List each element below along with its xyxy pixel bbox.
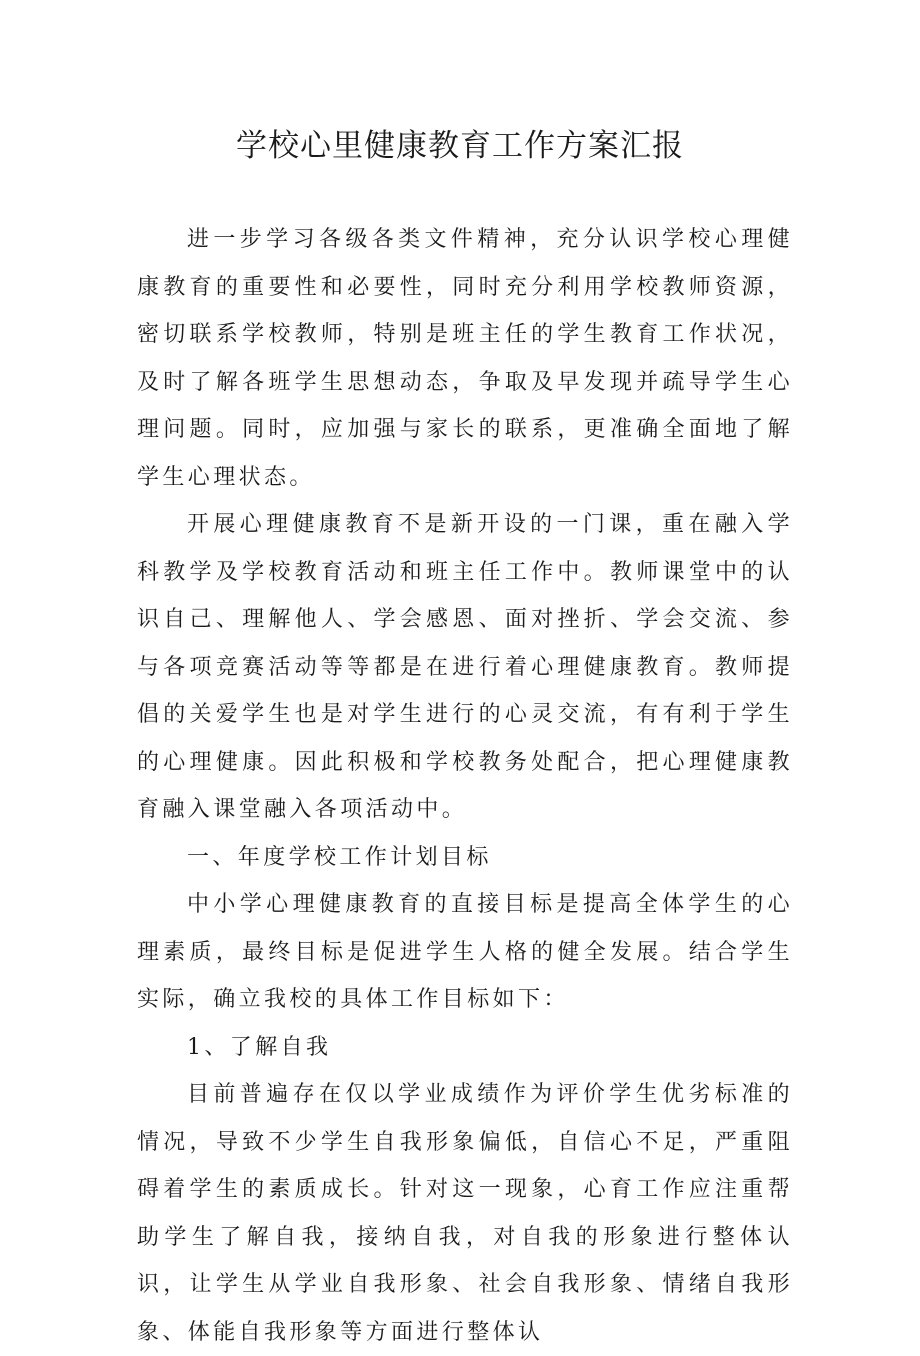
section-heading: 一、年度学校工作计划目标 [187,844,492,870]
subheading: 1、了解自我 [187,1034,332,1060]
sub-paragraph: 目前普遍存在仅以学业成绩作为评价学生优劣标准的情况，导致不少学生自我形象偏低，自信心不足，严重阻碍着学生的素质成长。针对这一现象，心育工作应注重帮助学生了解自我，接纳自我，对自我的形象进行整体认识，让学生从学业自我形象、社会自我形象、情绪自我形象、体能自我形象等方面进行整体认 [137,1082,793,1345]
paragraph-2: 开展心理健康教育不是新开设的一门课，重在融入学科教学及学校教育活动和班主任工作中。教师课堂中的认识自己、理解他人、学会感恩、面对挫折、学会交流、参与各项竞赛活动等等都是在进行着心理健康教育。教师提倡的关爱学生也是对学生进行的心灵交流，有有利于学生的心理健康。因此积极和学校教务处配合，把心理健康教育融入课堂融入各项活动中。 [137,512,793,822]
document-body [137,216,793,1356]
section-paragraph: 中小学心理健康教育的直接目标是提高全体学生的心理素质，最终目标是促进学生人格的健全发展。结合学生实际，确立我校的具体工作目标如下： [137,892,793,1012]
document-title: 学校心里健康教育工作方案汇报 [236,128,684,164]
paragraph-1: 进一步学习各级各类文件精神，充分认识学校心理健康教育的重要性和必要性，同时充分利用学校教师资源，密切联系学校教师，特别是班主任的学生教育工作状况，及时了解各班学生思想动态，争取及早发现并疏导学生心理问题。同时，应加强与家长的联系，更准确全面地了解学生心理状态。 [137,227,793,490]
